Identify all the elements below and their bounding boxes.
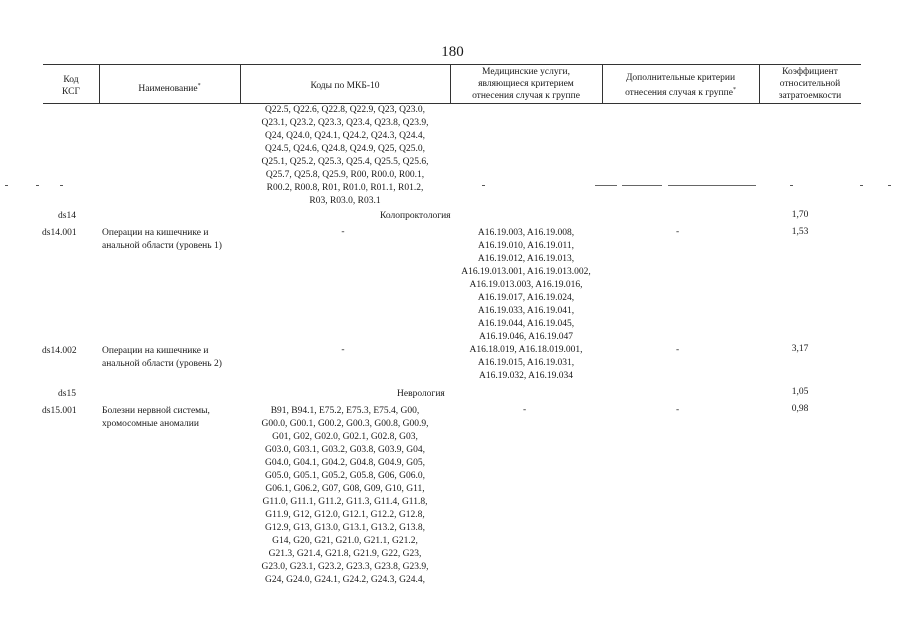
header-icd: Коды по МКБ-10 — [310, 81, 380, 91]
header-coefficient: Коэффициент относительной затратоемкости — [778, 67, 842, 101]
row-icd-codes: - — [341, 227, 345, 237]
page-number: 180 — [441, 44, 464, 60]
row-coefficient: 0,98 — [791, 404, 809, 414]
header-name-footnote-mark: * — [197, 83, 201, 89]
group-code: ds14 — [58, 211, 76, 221]
row-code: ds14.002 — [42, 346, 77, 356]
row-services: A16.18.019, A16.18.019.001, A16.19.015, A16.19.031, A16.19.032, A16.19.034 — [469, 345, 583, 381]
header-services: Медицинские услуги, являющиеся критерием отнесения случая к группе — [472, 67, 580, 101]
group-code: ds15 — [58, 389, 76, 399]
header-top-rule — [43, 64, 861, 65]
row-name: Операции на кишечнике и анальной области (уровень 1) — [102, 228, 222, 251]
row-coefficient: 1,53 — [791, 227, 809, 237]
row-services: A16.19.003, A16.19.008, A16.19.010, A16.19.011, A16.19.012, A16.19.013, A16.19.013.001, A16.19.013.002, A16.19.013.003, A16.19.016, A16.19.017, A16.19.024, A16.19.033, A16.19.041, A16.19.044, A16.19.045, A16.19.046, A16.19.047 — [461, 228, 591, 342]
header-name — [99, 80, 240, 95]
row-services: - — [523, 405, 527, 415]
scan-artifact — [0, 185, 905, 189]
group-name: Неврология — [397, 389, 445, 399]
header-extra-label: Дополнительные критерии отнесения случая к группе — [625, 73, 736, 99]
row-icd-codes: B91, B94.1, E75.2, E75.3, E75.4, G00, G00.0, G00.1, G00.2, G00.3, G00.8, G00.9, G01, G02, G02.0, G02.1, G02.8, G03, G03.0, G03.1, G03.2, G03.8, G03.9, G04, G04.0, G04.1, G04.2, G04.8, G04.9, G05, G05.0, G05.1, G05.2, G05.8, G06, G06.0, G06.1, G06.2, G07, G08, G09, G10, G11, G11.0, G11.1, G11.2, G11.3, G11.4, G11.8, G11.9, G12, G12.0, G12.1, G12.2, G12.8, G12.9, G13, G13.0, G13.1, G13.2, G13.8, G14, G20, G21, G21.0, G21.1, G21.2, G21.3, G21.4, G21.8, G21.9, G22, G23, G23.0, G23.1, G23.2, G23.3, G23.8, G23.9, G24, G24.0, G24.1, G24.2, G24.3, G24.4, — [261, 406, 429, 585]
header-bottom-rule — [43, 103, 861, 104]
header-extra-footnote-mark: * — [732, 87, 736, 93]
group-coefficient: 1,05 — [791, 387, 809, 397]
row-icd-codes: - — [341, 345, 345, 355]
row-coefficient: 3,17 — [791, 344, 809, 354]
continued-icd-codes: Q22.5, Q22.6, Q22.8, Q22.9, Q23, Q23.0, Q23.1, Q23.2, Q23.3, Q23.4, Q23.8, Q23.9, Q24, Q24.0, Q24.1, Q24.2, Q24.3, Q24.4, Q24.5, Q24.6, Q24.8, Q24.9, Q25, Q25.0, Q25.1, Q25.2, Q25.3, Q25.4, Q25.5, Q25.6, Q25.7, Q25.8, Q25.9, R00, R00.0, R00.1, R00.2, R00.8, R01, R01.0, R01.1, R01.2, R03, R03.0, R03.1 — [261, 105, 429, 206]
group-coefficient: 1,70 — [791, 210, 809, 220]
header-name-label: Наименование — [138, 84, 198, 95]
header-code: Код КСГ — [62, 75, 80, 97]
row-name: Операции на кишечнике и анальной области (уровень 2) — [102, 346, 222, 369]
row-code: ds15.001 — [42, 406, 77, 416]
row-name: Болезни нервной системы, хромосомные аномалии — [102, 406, 210, 429]
row-extra: - — [676, 405, 680, 415]
row-code: ds14.001 — [42, 228, 77, 238]
header-extra — [602, 72, 759, 99]
row-extra: - — [676, 345, 680, 355]
group-name: Колопроктология — [380, 211, 451, 221]
row-extra: - — [676, 227, 680, 237]
